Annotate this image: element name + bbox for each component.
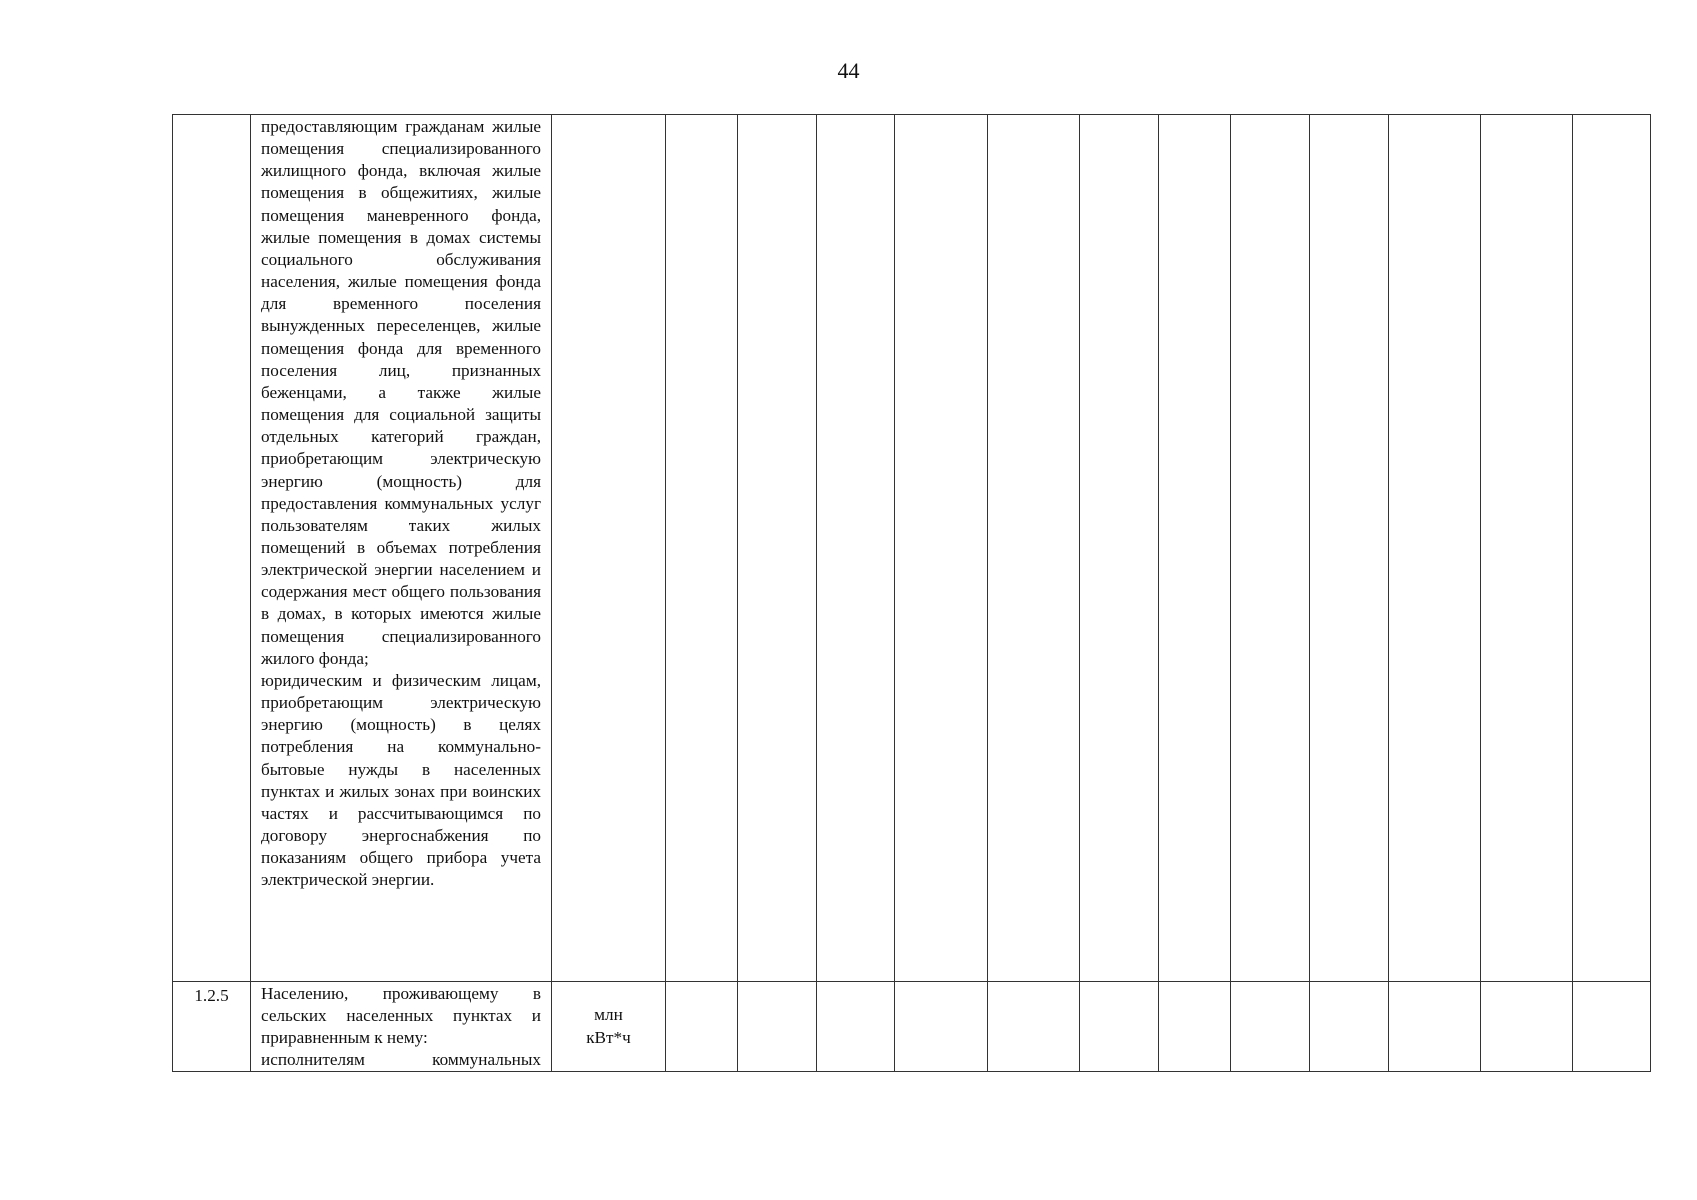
row-description bbox=[251, 982, 552, 1072]
cell bbox=[666, 115, 738, 982]
unit-label: млн bbox=[594, 1005, 623, 1025]
cell bbox=[1481, 982, 1573, 1072]
row-number: 1.2.5 bbox=[173, 982, 251, 1072]
cell bbox=[895, 115, 988, 982]
cell bbox=[1231, 982, 1310, 1072]
cell bbox=[1389, 115, 1481, 982]
cell bbox=[1573, 115, 1651, 982]
cell bbox=[1231, 115, 1310, 982]
cell bbox=[895, 982, 988, 1072]
description-paragraph: предоставляющим гражданам жилые помещения специализированного жилищного фонда, включая жилые помещения в общежитиях, жилые помещения маневренного фонда, жилые помещения в домах системы социального обслуживания населения, жилые помещения фонда для временного поселения вынужденных переселенцев, жилые помещения фонда для временного поселения лиц, признанных беженцами, а также жилые помещения для социальной защиты отдельных категорий граждан, приобретающим электрическую энергию (мощность) для предоставления коммунальных услуг пользователям таких жилых помещений в объемах потребления электрической энергии населением и содержания мест общего пользования в домах, в которых имеются жилые помещения специализированного жилого фонда; bbox=[261, 117, 541, 668]
cell bbox=[666, 982, 738, 1072]
unit-label: кВт*ч bbox=[586, 1027, 631, 1047]
description-paragraph: юридическим и физическим лицам, приобретающим электрическую энергию (мощность) в целях потребления на коммунально-бытовые нужды в населенных пунктах и жилых зонах при воинских частях и рассчитывающимся по договору энергоснабжения по показаниям общего прибора учета электрической энергии. bbox=[261, 670, 541, 890]
unit-cell bbox=[552, 982, 666, 1072]
cell bbox=[1310, 115, 1389, 982]
cell bbox=[1080, 115, 1159, 982]
row-number bbox=[173, 115, 251, 982]
cell bbox=[1573, 982, 1651, 1072]
cell bbox=[1159, 115, 1231, 982]
cell bbox=[817, 115, 895, 982]
cell bbox=[738, 982, 817, 1072]
cell bbox=[1159, 982, 1231, 1072]
cell bbox=[817, 982, 895, 1072]
page-number: 44 bbox=[837, 58, 860, 83]
cell bbox=[988, 982, 1080, 1072]
cell bbox=[988, 115, 1080, 982]
row-description bbox=[251, 115, 552, 982]
cell bbox=[552, 115, 666, 982]
table-row bbox=[173, 115, 1651, 982]
cell bbox=[1310, 982, 1389, 1072]
cell bbox=[1481, 115, 1573, 982]
table-row bbox=[173, 982, 1651, 1072]
cell bbox=[1389, 982, 1481, 1072]
cell bbox=[1080, 982, 1159, 1072]
cell bbox=[738, 115, 817, 982]
data-table bbox=[172, 114, 1651, 1072]
description-paragraph: исполнителям коммунальных bbox=[261, 1050, 541, 1070]
description-paragraph: Населению, проживающему в сельских населенных пунктах и приравненным к нему: bbox=[261, 984, 541, 1048]
